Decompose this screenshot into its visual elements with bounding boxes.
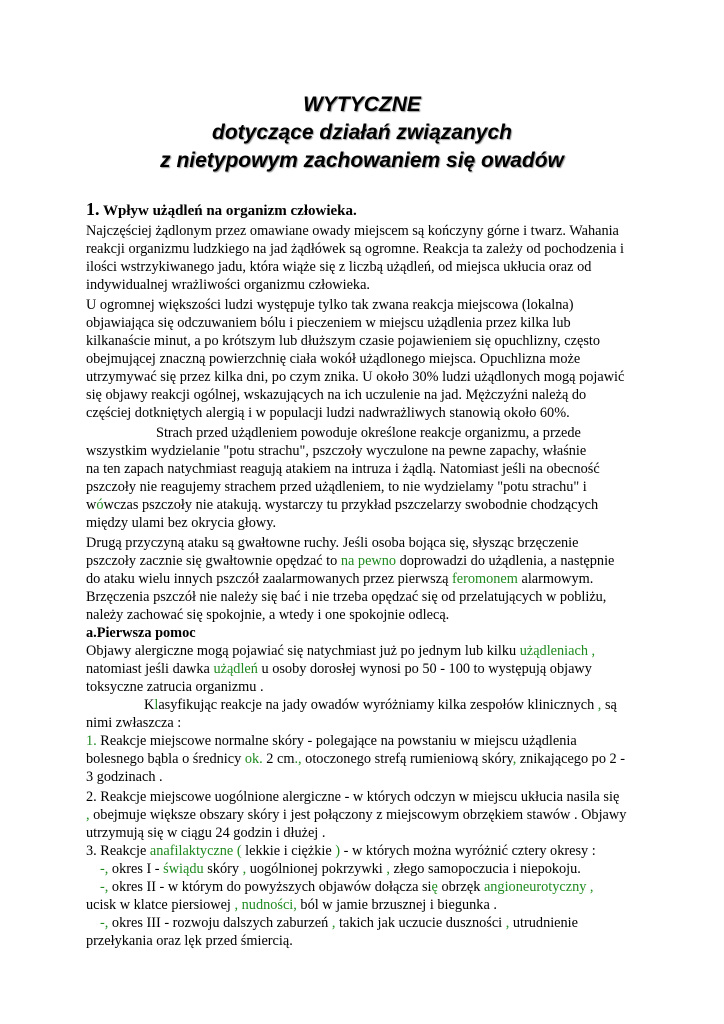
- highlighted-text: ,: [386, 861, 390, 877]
- text-segment: nimi zwłaszcza :: [86, 715, 182, 731]
- text-segment: wszystkim wydzielanie "potu strachu", pszczoły wyczulone na pewne zapachy, właśnie: [86, 443, 587, 459]
- text-segment: okres III - rozwoju dalszych zaburzeń: [108, 915, 332, 931]
- text-line: [86, 788, 619, 806]
- text-line: [86, 496, 598, 514]
- text-line: [86, 258, 591, 276]
- text-line: [86, 932, 293, 950]
- section-heading: [86, 199, 357, 220]
- text-line: [100, 878, 594, 896]
- text-segment: natomiast jeśli dawka: [86, 661, 214, 677]
- text-segment: Reakcje miejscowe normalne skóry - polegające na powstaniu w miejscu użądlenia: [96, 733, 577, 749]
- text-segment: złego samopoczucia i niepokoju.: [389, 861, 581, 877]
- highlighted-text: angioneurotyczny ,: [483, 879, 594, 895]
- text-segment: 2 cm: [262, 751, 295, 767]
- highlighted-text: l: [154, 697, 159, 713]
- subheading-text: a.Pierwsza pomoc: [86, 625, 196, 641]
- text-segment: przełykania oraz lęk przed śmiercią.: [86, 933, 293, 949]
- section-title: Wpływ użądleń na organizm człowieka.: [102, 203, 357, 219]
- text-line: [144, 696, 617, 714]
- highlighted-text: -,: [100, 861, 109, 877]
- text-segment: częściej dotkniętych alergią i w populacji ludzi nadwrażliwych stanowią około 60%.: [86, 405, 570, 421]
- text-segment: 2. Reakcje miejscowe uogólnione alergiczne - w których odczyn w miejscu ukłucia nasila się: [86, 789, 620, 805]
- text-segment: do ataku wielu innych pszczół zaalarmowanych przez pierwszą: [86, 571, 452, 587]
- highlighted-text: anafilaktyczne (: [149, 843, 242, 859]
- text-line: [86, 276, 370, 294]
- text-segment: 3 godzinach .: [86, 769, 163, 785]
- text-line: [100, 914, 578, 932]
- highlighted-text: ,: [512, 751, 517, 767]
- highlighted-text: użądleniach ,: [519, 643, 596, 659]
- text-segment: ilości wstrzykiwanego jadu, która wiąże się z liczbą użądleń, od miejsca ukłucia oraz od: [86, 259, 592, 275]
- text-line: [86, 460, 600, 478]
- text-segment: między ulami bez okrycia głowy.: [86, 515, 277, 531]
- highlighted-text: ,: [505, 915, 510, 931]
- text-segment: należy zachować się spokojnie, a wtedy i one spokojnie odlecą.: [86, 607, 450, 623]
- text-segment: bolesnego bąbla o średnicy: [86, 751, 245, 767]
- text-segment: kilkanaście minut, a po krótszym lub dłuższym czasie pojawieniem się opuchlizny, często: [86, 333, 601, 349]
- text-line: [86, 606, 449, 624]
- text-line: [86, 896, 497, 914]
- document-subtitle-line2: z nietypowym zachowaniem się owadów: [160, 149, 564, 172]
- text-segment: Strach przed użądleniem powoduje określone reakcje organizmu, a przede: [156, 425, 581, 441]
- text-segment: lekkie i ciężkie: [241, 843, 336, 859]
- text-segment: u osoby dorosłej wynosi po 50 - 100 to występują objawy: [257, 661, 592, 677]
- text-segment: obejmującej znaczną powierzchnię ciała wokół użądlonego miejsca. Opuchlizna może: [86, 351, 581, 367]
- text-segment: U ogromnej większości ludzi występuje tylko tak zwana reakcja miejscowa (lokalna): [86, 297, 574, 313]
- text-segment: reakcji organizmu ludzkiego na jad żądłówek są ogromne. Reakcja ta zależy od pochodzenia i: [86, 241, 625, 257]
- text-segment: znikającego po 2 -: [516, 751, 626, 767]
- text-line: [86, 368, 624, 386]
- highlighted-text: nudności,: [241, 897, 297, 913]
- text-line: [86, 240, 624, 258]
- text-segment: - w których można wyróżnić cztery okresy :: [340, 843, 596, 859]
- highlighted-text: ,: [234, 897, 239, 913]
- text-segment: wczas pszczoły nie atakują. wystarczy tu przykład pszczelarzy swobodnie chodzących: [103, 497, 599, 513]
- text-segment: pszczoły nie reagujemy strachem przed użądleniem, to nie wydzielamy "potu strachu" i: [86, 479, 587, 495]
- text-segment: w: [86, 497, 97, 513]
- text-segment: okres II - w którym do powyższych objawów dołącza si: [108, 879, 432, 895]
- highlighted-text: ,: [597, 697, 602, 713]
- document-subtitle-line1: dotyczące działań związanych: [212, 121, 512, 144]
- text-line: [86, 678, 264, 696]
- highlighted-text: ó: [96, 497, 104, 513]
- highlighted-text: świądu: [163, 861, 204, 877]
- highlighted-text: ,: [242, 861, 247, 877]
- text-segment: są: [601, 697, 617, 713]
- text-segment: objawiająca się odczuwaniem bólu i pieczeniem w miejscu użądlenia przez kilka lub: [86, 315, 571, 331]
- text-line: [86, 552, 614, 570]
- text-line: [86, 768, 163, 786]
- highlighted-text: -,: [100, 915, 109, 931]
- text-line: [86, 350, 580, 368]
- text-line: [86, 660, 592, 678]
- text-segment: alarmowym.: [517, 571, 594, 587]
- text-line: [86, 842, 596, 860]
- text-segment: uogólnionej pokrzywki: [246, 861, 387, 877]
- text-segment: ból w jamie brzusznej i biegunka .: [296, 897, 497, 913]
- text-segment: na ten zapach natychmiast reagują atakiem na intruza i żądlą. Natomiast jeśli na obecność: [86, 461, 600, 477]
- text-line: [86, 570, 593, 588]
- text-segment: pszczoły zacznie się gwałtownie opędzać to: [86, 553, 341, 569]
- text-line: [86, 386, 586, 404]
- highlighted-text: ): [335, 843, 341, 859]
- text-segment: okres I -: [108, 861, 164, 877]
- text-line: [86, 314, 571, 332]
- text-line: [86, 714, 181, 732]
- text-line: [86, 806, 626, 824]
- text-line: [86, 588, 606, 606]
- text-line: [86, 750, 625, 768]
- highlighted-text: feromonem: [452, 571, 518, 587]
- text-segment: toksyczne zatrucia organizmu .: [86, 679, 264, 695]
- document-title: WYTYCZNE: [303, 93, 421, 116]
- highlighted-text: ę: [431, 879, 438, 895]
- text-segment: obrzęk: [437, 879, 484, 895]
- text-segment: 3. Reakcje: [86, 843, 150, 859]
- text-segment: skóry: [203, 861, 243, 877]
- highlighted-text: 1.: [86, 733, 97, 749]
- text-segment: ucisk w klatce piersiowej: [86, 897, 235, 913]
- text-line: [86, 332, 600, 350]
- text-segment: utrzymują się w ciągu 24 godzin i dłużej .: [86, 825, 326, 841]
- text-line: [86, 442, 586, 460]
- text-segment: indywidualnej wrażliwości organizmu człowieka.: [86, 277, 370, 293]
- text-segment: Drugą przyczyną ataku są gwałtowne ruchy. Jeśli osoba bojąca się, słysząc brzęczenie: [86, 535, 579, 551]
- text-line: [86, 824, 325, 842]
- text-segment: się objawy reakcji ogólnej, wskazujących na ich uczulenie na jad. Mężczyźni należą do: [86, 387, 587, 403]
- text-line: [86, 624, 196, 642]
- text-segment: utrzymywać się przez kilka dni, po czym znika. U około 30% ludzi użądlonych mogą pojawić: [86, 369, 625, 385]
- text-segment: obejmuje większe obszary skóry i jest połączony z miejscowym obrzękiem stawów . Objawy: [89, 807, 627, 823]
- text-segment: utrudnienie: [509, 915, 578, 931]
- text-segment: Brzęczenia pszczół nie należy się bać i nie trzeba opędzać się od przelatujących w pobliżu,: [86, 589, 607, 605]
- text-segment: Najczęściej żądlonym przez omawiane owady miejscem są kończyny górne i twarz. Wahania: [86, 223, 619, 239]
- highlighted-text: ,: [331, 915, 336, 931]
- text-line: [156, 424, 581, 442]
- text-line: [86, 222, 619, 240]
- text-line: [100, 860, 581, 878]
- text-line: [86, 732, 577, 750]
- text-line: [86, 514, 276, 532]
- text-segment: K: [144, 697, 155, 713]
- text-line: [86, 404, 570, 422]
- highlighted-text: .,: [294, 751, 302, 767]
- text-segment: doprowadzi do użądlenia, a następnie: [396, 553, 615, 569]
- highlighted-text: na pewno: [340, 553, 397, 569]
- text-line: [86, 534, 579, 552]
- text-segment: asyfikując reakcje na jady owadów wyróżniamy kilka zespołów klinicznych: [158, 697, 598, 713]
- highlighted-text: ,: [86, 807, 90, 823]
- text-segment: takich jak uczucie duszności: [335, 915, 506, 931]
- text-line: [86, 296, 574, 314]
- section-number: 1.: [86, 199, 100, 219]
- text-line: [86, 478, 587, 496]
- highlighted-text: -,: [100, 879, 109, 895]
- text-line: [86, 642, 595, 660]
- highlighted-text: użądleń: [213, 661, 258, 677]
- text-segment: otoczonego strefą rumieniową skóry: [301, 751, 513, 767]
- text-segment: Objawy alergiczne mogą pojawiać się natychmiast już po jednym lub kilku: [86, 643, 520, 659]
- highlighted-text: ok.: [244, 751, 263, 767]
